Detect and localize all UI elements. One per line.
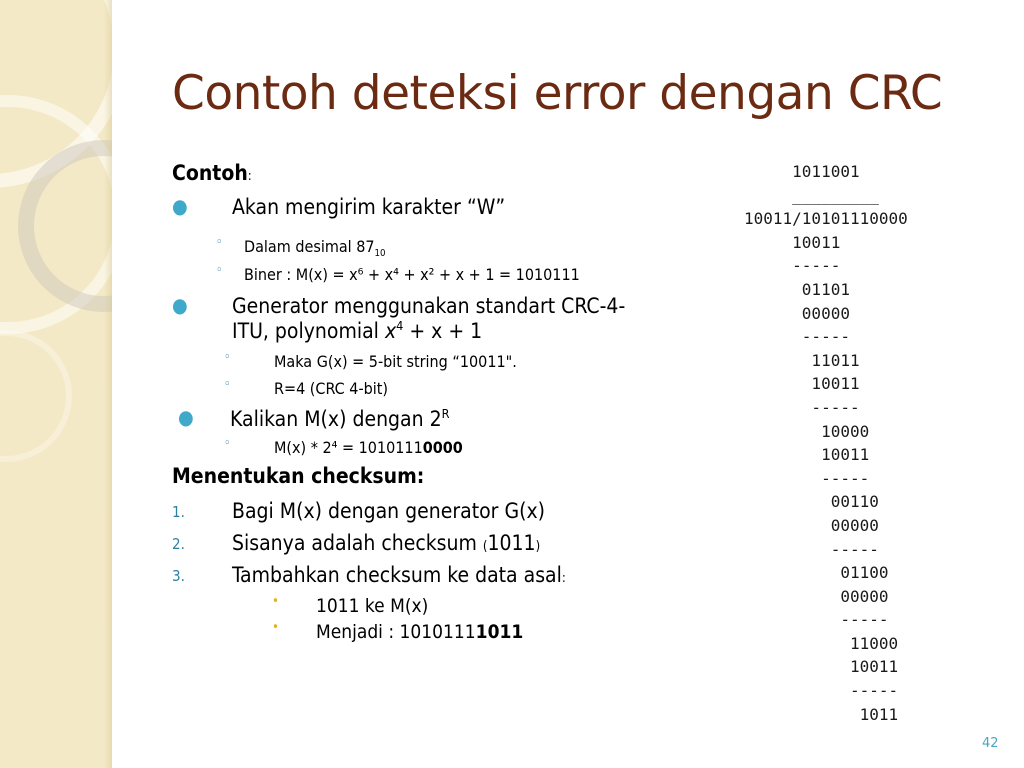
small-bullet-icon: •: [272, 594, 279, 609]
division-line: 01101: [744, 279, 850, 299]
division-line: -----: [744, 327, 850, 347]
division-line: 11011: [744, 350, 860, 370]
decorative-circle: [0, 330, 72, 462]
bullet-icon: ●: [178, 405, 194, 429]
division-line: 1011: [744, 704, 899, 724]
panel-shadow: [104, 0, 112, 768]
decorative-side-panel: [0, 0, 112, 768]
division-line: 10000: [744, 421, 870, 441]
intro-heading: Contoh:: [172, 161, 252, 185]
slide-content: Contoh: ● Akan mengirim karakter “W” ◦ Dalam desimal $87_{10}$ ◦ Biner : M(x) = x⁶ + x⁴ + x² + x + 1 = 1010111 ● Generator menggunakan standart CRC-4- ITU, polynomial $x^4 + x + 1$ ◦ Maka G(x) = 5-bit string “10011". ◦ R=4 (CRC 4-bit) ● Kalikan M(x) dengan $2^R$ ◦ M(x) * 2⁴ = 10101110000 Menentukan checksum: 1. Bagi M(x) dengan generator G(x) 2. Sisanya adalah checksum (1011) 3. Tambahkan checksum ke data asal: • 1011 ke M(x) • Menjadi : 10101111011: [172, 161, 626, 643]
division-line: 1011001: [744, 162, 860, 181]
small-bullet-icon: •: [272, 620, 279, 635]
division-line: 11000: [744, 633, 899, 653]
bullet-icon: ●: [172, 293, 188, 317]
division-line: _________: [744, 185, 879, 205]
division-line: 00000: [744, 303, 850, 323]
division-line: 10011: [744, 445, 870, 465]
division-line: 00110: [744, 492, 879, 512]
circle-bullet-icon: ◦: [224, 436, 231, 451]
division-line: -----: [744, 256, 841, 276]
division-line: -----: [744, 681, 899, 701]
division-line: 00000: [744, 515, 879, 535]
bullet-icon: ●: [172, 194, 188, 218]
division-line: -----: [744, 610, 889, 630]
division-line: -----: [744, 468, 870, 488]
division-line: 10011: [744, 657, 899, 677]
circle-bullet-icon: ◦: [224, 350, 231, 365]
division-line: 01100: [744, 563, 889, 583]
slide-title: Contoh deteksi error dengan CRC: [172, 66, 943, 121]
division-line: 00000: [744, 586, 889, 606]
division-line: -----: [744, 539, 879, 559]
slide-number: 42: [982, 736, 999, 751]
division-line: -----: [744, 397, 860, 417]
circle-bullet-icon: ◦: [216, 263, 223, 278]
division-line: 10011: [744, 374, 860, 394]
circle-bullet-icon: ◦: [224, 377, 231, 392]
division-line: 10011/10101110000: [744, 209, 908, 229]
division-line: 10011: [744, 232, 841, 252]
long-division-figure: [744, 160, 908, 726]
circle-bullet-icon: ◦: [216, 235, 223, 250]
checksum-heading: Menentukan checksum:: [172, 464, 425, 488]
